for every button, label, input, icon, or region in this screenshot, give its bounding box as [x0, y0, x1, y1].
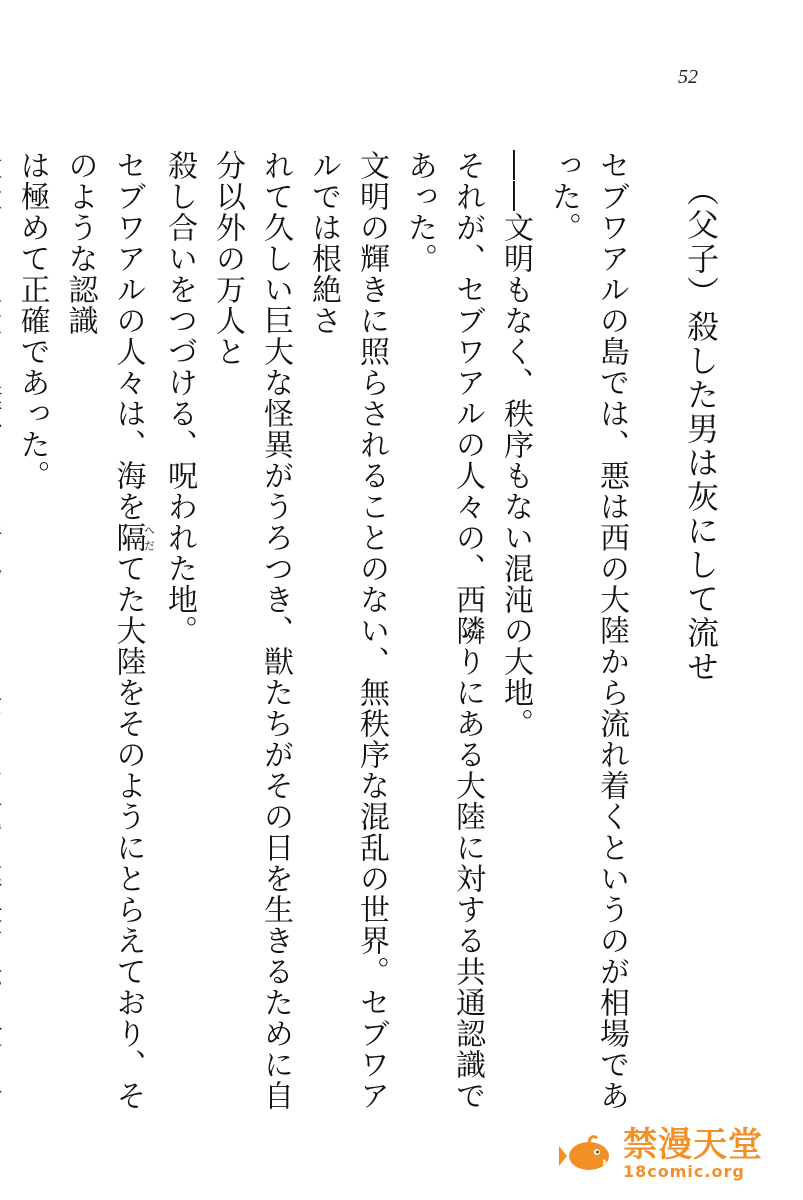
text-line-1: セブワアルの島では、悪は西の大陸から流れ着くというのが相場であった。 — [546, 150, 629, 1111]
chapter-title: （父子）殺した男は灰にして流せ — [682, 174, 720, 684]
text-line-7-after: てた大陸をそのようにとらえており、そのような認識 — [62, 150, 146, 1111]
watermark-text — [623, 1125, 763, 1181]
fish-logo-icon — [559, 1134, 615, 1174]
text-line-8: は極めて正確であった。 — [14, 150, 50, 491]
text-line-7 — [56, 150, 156, 1130]
ruby-heda — [110, 522, 156, 553]
ruby-base-heda: 隔 — [110, 522, 146, 553]
page-number: 52 — [678, 66, 698, 88]
text-line-2: ――文明もなく、秩序もない混沌の大地。 — [498, 150, 533, 739]
text-line-5: れて久しい巨大な怪異がうろつき、獣たちがその日を生きるために自分以外の万人と — [210, 150, 293, 1111]
watermark-url: 18comic.org — [623, 1162, 745, 1181]
text-line-7-before: セブワアルの人々は、海を — [110, 150, 146, 522]
watermark — [559, 1125, 763, 1181]
body-text — [0, 150, 725, 1130]
text-line-3: それが、セブワアルの人々の、西隣りにある大陸に対する共通認識であった。 — [402, 150, 485, 1111]
text-line-4: 文明の輝きに照らされることのない、無秩序な混乱の世界。セブワアルでは根絶さ — [306, 150, 389, 1111]
text-line-9 — [0, 150, 8, 1130]
watermark-title: 禁漫天堂 — [623, 1125, 763, 1165]
text-line-6: 殺し合いをつづける、呪われた地。 — [162, 150, 197, 646]
ruby-text-heda: へだ — [142, 522, 156, 553]
